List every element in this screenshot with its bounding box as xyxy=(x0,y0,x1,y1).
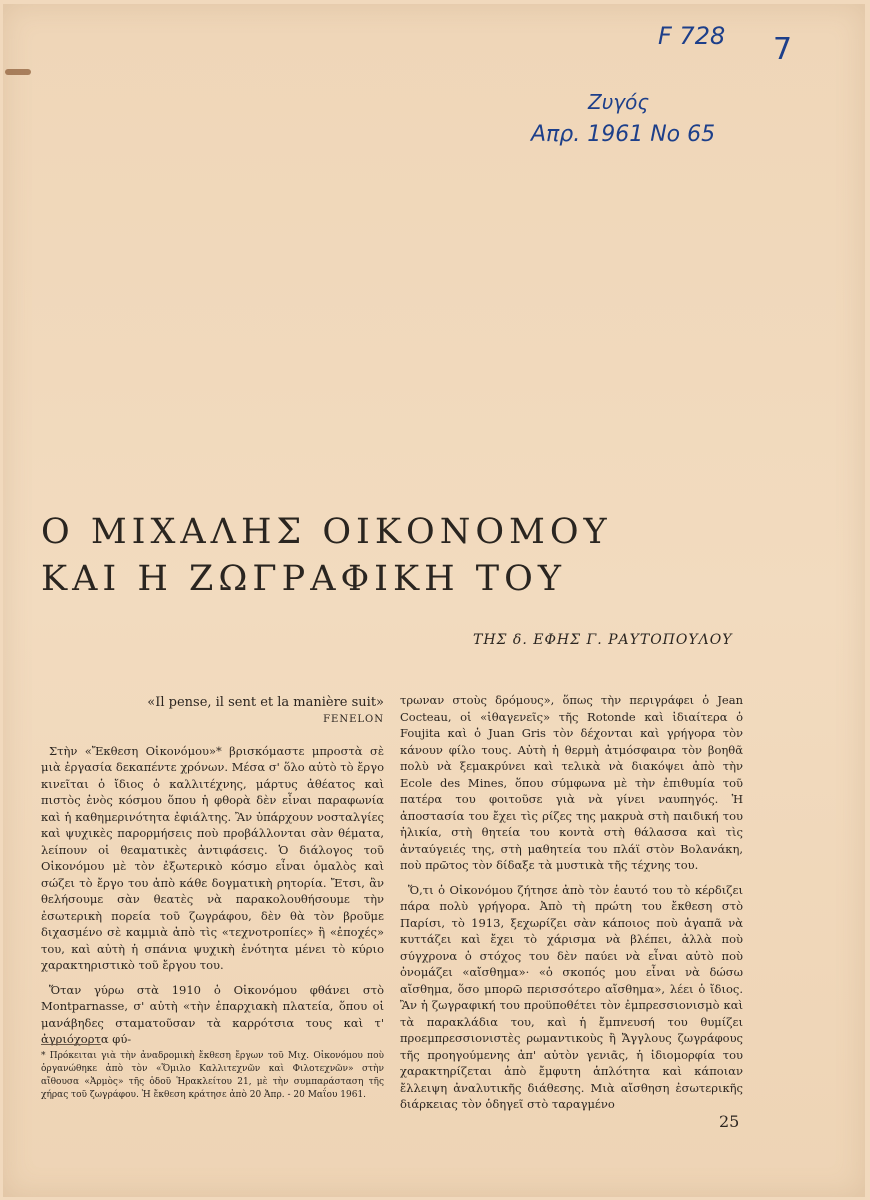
paragraph: Ὅ,τι ὁ Οἰκονόμου ζήτησε ἀπὸ τὸν ἑαυτό του τὸ κέρδιζει πάρα πολὺ γρήγορα. Ἀπὸ τὴ πρώτη του ἔκθεση στὸ Παρίσι, τὸ 1913, ξεχωρίζει σὰν κάποιος ποὺ ἀγαπᾶ νὰ κυττάζει καὶ ἔχει τὸ χάρισμα νὰ βλέπει, ἀλλὰ ποὺ σύγχρονα ὁ στόχος του δὲν παύει νὰ εἶναι αὐτὸ ποὺ ὀνομάζει «αἴσθημα»· «ὁ σκοπός μου εἶναι νὰ δώσω αἴσθημα, ὅσο μπορῶ περισσότερο αἴσθημα», λέει ὁ ἴδιος. Ἂν ἡ ζωγραφική του προϋποθέτει τὸν ἐμπρεσσιονισμὸ καὶ τὰ παρακλάδια του, καὶ ἡ ἔμπνευσή του θυμίζει προεμπρεσσιονιστὲς ρωμαντικοὺς ἢ Ἄγγλους ζωγράφους τῆς προηγούμενης ἀπ' αὐτὸν γενιᾶς, ἡ ἰδιομορφία του χαρακτηρίζεται ἀπὸ ἔμφυτη ἁπλότητα καὶ κάποιαν ἔλλειψη ἀναλυτικῆς διάθεσης. Μιὰ αἴσθηση ἐσωτερικῆς διάρκειας τὸν ὁδηγεῖ στὸ ταραγμένο xyxy=(400,882,743,1111)
journal-name-annotation: Ζυγός xyxy=(588,90,650,114)
title-line-1: Ο ΜΙΧΑΛΗΣ ΟΙΚΟΝΟΜΟΥ xyxy=(41,512,612,552)
paragraph: τρωναν στοὺς δρόμους», ὅπως τὴν περιγράφει ὁ Jean Cocteau, οἱ «ἰθαγενεῖς» τῆς Rotonde καὶ ἰδιαίτερα ὁ Foujita καὶ ὁ Juan Gris τὸν δέχονται καὶ γρήγορα τὸν κάνουν φίλο τους. Αὐτὴ ἡ θερμὴ ἀτμόσφαιρα τὸν βοηθᾶ πολὺ νὰ ξεμακρύνει καὶ τελικὰ νὰ διακόψει ἀπὸ τὴν Ecole des Mines, ὅπου σύμφωνα μὲ τὴν ἐπιθυμία τοῦ πατέρα του φοιτοῦσε γιὰ νὰ γίνει ναυπηγός. Ἡ ἀποστασία του ἔχει τὶς ρίζες της μακρυὰ στὴ παιδική του ἡλικία, στὴ θητεία του κοντὰ στὴ θάλασσα καὶ τὶς ἀνταύγειές της, στὴ μαθητεία του πλάϊ στὸν Βολανάκη, ποὺ πρῶτος τὸν δίδαξε τὰ μυστικὰ τῆς τέχνης του. xyxy=(400,693,743,872)
paragraph: Στὴν «Ἔκθεση Οἰκονόμου»* βρισκόμαστε μπροστὰ σὲ μιὰ ἐργασία δεκαπέντε χρόνων. Μέσα σ' ὅλο αὐτὸ τὸ ἔργο κινεῖται ὁ ἴδιος ὁ καλλιτέχνης, μάρτυς ἀθέατος καὶ πιστὸς ἑνὸς κόσμου ὅπου ἡ φθορὰ δὲν εἶναι παραφωνία καὶ ἡ καθημερινότητα ἐφιάλτης. Ἂν ὑπάρχουν νοσταλγίες καὶ ψυχικὲς παρορμήσεις ποὺ προβάλλονται σὰν θέματα, λείπουν οἱ θεαματικὲς ἀντιφάσεις. Ὁ διάλογος τοῦ Οἰκονόμου μὲ τὸν ἐξωτερικὸ κόσμο εἶναι ὁμαλὸς καὶ σώζει τὸ ἔργο του ἀπὸ κάθε δογματικὴ ρητορία. Ἔτσι, ἂν θελήσουμε σὰν θεατὲς νὰ παρακολουθήσουμε τὴν ἐσωτερικὴ πορεία τοῦ ζωγράφου, δὲν θὰ τὸν βροῦμε διχασμένο σὲ καμμιὰ ἀπὸ τὶς «τεχνοτροπίες» ἢ «ἐποχές» του, καὶ αὐτὴ ἡ σπάνια ψυχικὴ ἑνότητα μένει τὸ κύριο χαρακτηριστικὸ τοῦ ἔργου του. xyxy=(41,743,384,972)
author-byline: ΤΗΣ δ. ΕΦΗΣ Γ. ΡΑΥΤΟΠΟΥΛΟΥ xyxy=(473,632,733,648)
catalog-number-annotation: F 728 xyxy=(658,22,726,50)
document-page xyxy=(3,4,865,1197)
footnote-divider xyxy=(41,1044,101,1045)
left-column xyxy=(41,694,384,1056)
paragraph: Ὅταν γύρω στὰ 1910 ὁ Οἰκονόμου φθάνει στὸ Montparnasse, σ' αὐτὴ «τὴν ἐπαρχιακὴ πλατεία, ὅπου οἱ μανάβηδες σταματοῦσαν τὰ καρρότσια τους καὶ τ' ἀγριόχορτα φύ- xyxy=(41,982,384,1046)
epigraph-author: FENELON xyxy=(323,714,384,725)
title-line-2: ΚΑΙ Η ΖΩΓΡΑΦΙΚΗ ΤΟΥ xyxy=(41,559,566,599)
issue-annotation: Απρ. 1961 Νο 65 xyxy=(531,122,716,147)
page-mark-annotation: 7 xyxy=(773,32,793,67)
page-number: 25 xyxy=(719,1112,740,1131)
article-title xyxy=(41,509,612,603)
paper-stain xyxy=(5,69,31,75)
epigraph: «Il pense, il sent et la manière suit» xyxy=(147,695,384,710)
right-column xyxy=(400,692,743,1121)
footnote: * Πρόκειται γιὰ τὴν ἀναδρομικὴ ἔκθεση ἔργων τοῦ Μιχ. Οἰκονόμου ποὺ ὀργανώθηκε ἀπὸ τὸν «Ὅμιλο Καλλιτεχνῶν καὶ Φιλοτεχνῶν» στὴν αἴθουσα «Ἁρμὸς» τῆς ὁδοῦ Ἡρακλείτου 21, μὲ τὴν συμπαράσταση τῆς χήρας τοῦ ζωγράφου. Ἡ ἔκθεση κράτησε ἀπὸ 20 Ἀπρ. - 20 Μαΐου 1961. xyxy=(41,1051,384,1100)
